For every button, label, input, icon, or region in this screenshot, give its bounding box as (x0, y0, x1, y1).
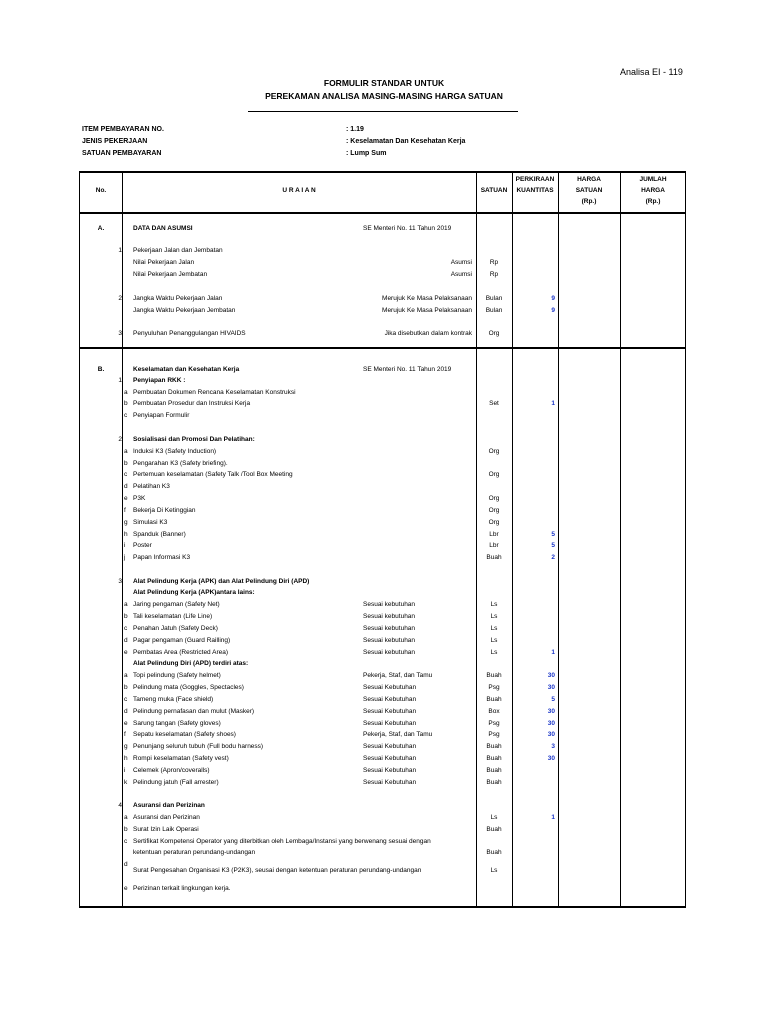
row-index: 2 (118, 295, 122, 302)
row-description: Sertifikat Kompetensi Operator yang diterbitkan oleh Lembaga/Instansi yang berwenang sesuai dengan (133, 838, 431, 845)
row-unit: Buah (486, 696, 502, 703)
row-unit: Buah (486, 743, 502, 750)
row-unit: Buah (486, 849, 502, 856)
row-description: Penyiapan Formulir (133, 412, 190, 419)
row-quantity: 9 (551, 295, 555, 302)
row-description: Pelindung pernafasan dan mulut (Masker) (133, 708, 255, 715)
row-note: Jika disebutkan dalam kontrak (384, 330, 472, 337)
job-type-value: : Keselamatan Dan Kesehatan Kerja (346, 138, 466, 145)
row-description: Sepatu keselamatan (Safety shoes) (133, 731, 236, 738)
row-index: d (124, 483, 128, 490)
row-description: Simulasi K3 (133, 519, 168, 526)
row-unit: Buah (486, 826, 502, 833)
row-note: Merujuk Ke Masa Pelaksanaan (382, 295, 472, 302)
row-index: h (124, 531, 128, 538)
form-subtitle: PEREKAMAN ANALISA MASING-MASING HARGA SATUAN (265, 91, 503, 101)
row-unit: Buah (486, 672, 502, 679)
row-description: Sarung tangan (Safety gloves) (133, 720, 221, 727)
row-index: a (124, 672, 128, 679)
row-unit: Ls (490, 814, 498, 821)
row-index: c (124, 625, 128, 632)
row-note: Sesuai kebutuhan (363, 649, 416, 656)
row-index: f (124, 731, 126, 738)
col-harga-2: SATUAN (575, 187, 603, 194)
col-harga-1: HARGA (577, 176, 601, 183)
col-uraian: U R A I A N (282, 187, 316, 194)
payment-unit-value: : Lump Sum (346, 150, 387, 157)
row-description: Alat Pelindung Kerja (APK) dan Alat Pelindung Diri (APD) (133, 578, 310, 585)
row-quantity: 30 (547, 720, 555, 727)
row-note: Sesuai kebutuhan (363, 613, 416, 620)
row-description: Pekerjaan Jalan dan Jembatan (133, 247, 223, 254)
row-index: a (124, 814, 128, 821)
header-divider (80, 212, 685, 214)
row-note: Asumsi (450, 271, 472, 278)
row-description: Penyiapan RKK : (133, 377, 186, 384)
row-description: Pertemuan keselamatan (Safety Talk /Tool Box Meeting (133, 471, 293, 478)
row-index: d (124, 637, 128, 644)
row-index: b (124, 684, 128, 691)
row-unit: Ls (490, 613, 498, 620)
row-description: Pelindung mata (Goggles, Spectacles) (133, 684, 244, 691)
row-note: Sesuai Kebutuhan (363, 767, 417, 774)
row-unit: Psg (488, 731, 500, 738)
row-unit: Buah (486, 554, 502, 561)
row-description: P3K (133, 495, 146, 502)
row-description: Pengarahan K3 (Safety briefing). (133, 460, 228, 467)
row-description: Pagar pengaman (Guard Railling) (133, 637, 231, 644)
row-quantity: 1 (551, 400, 555, 407)
row-quantity: 30 (547, 708, 555, 715)
row-description: Sosialisasi dan Promosi Dan Pelatihan: (133, 436, 255, 443)
row-note: Asumsi (450, 259, 472, 266)
row-description: Tali keselamatan (Life Line) (133, 613, 213, 620)
row-description: Topi pelindung (Safety helmet) (133, 672, 221, 679)
row-index: a (124, 601, 128, 608)
row-description: Spanduk (Banner) (133, 531, 186, 538)
row-unit: Org (488, 495, 500, 502)
row-index: 3 (118, 330, 122, 337)
row-description: Surat Pengesahan Organisasi K3 (P2K3), seusai dengan ketentuan peraturan perundang-undangan (133, 867, 422, 874)
row-index: e (124, 495, 128, 502)
row-note: Sesuai Kebutuhan (363, 720, 417, 727)
row-note: Sesuai Kebutuhan (363, 743, 417, 750)
row-unit: Ls (490, 867, 498, 874)
analysis-table (79, 171, 686, 908)
col-harga-3: (Rp.) (581, 198, 597, 205)
row-section-no: A. (97, 225, 105, 232)
row-quantity: 30 (547, 672, 555, 679)
payment-unit-label: SATUAN PEMBAYARAN (82, 150, 162, 157)
row-index: e (124, 649, 128, 656)
row-note: Sesuai kebutuhan (363, 625, 416, 632)
row-index: e (124, 720, 128, 727)
row-index: 2 (118, 436, 122, 443)
row-description: Jangka Waktu Pekerjaan Jalan (133, 295, 223, 302)
row-index: 4 (118, 802, 122, 809)
col-kuantitas-1: PERKIRAAN (515, 176, 555, 183)
row-quantity: 5 (551, 696, 555, 703)
col-kuantitas-2: KUANTITAS (516, 187, 554, 194)
row-note: SE Menteri No. 11 Tahun 2019 (363, 366, 452, 373)
row-description: Jaring pengaman (Safety Net) (133, 601, 220, 608)
row-unit: Org (488, 507, 500, 514)
row-quantity: 30 (547, 755, 555, 762)
row-index: b (124, 613, 128, 620)
col-divider (122, 173, 123, 906)
row-description: Rompi keselamatan (Safety vest) (133, 755, 229, 762)
row-quantity: 30 (547, 684, 555, 691)
row-index: i (124, 767, 126, 774)
row-unit: Org (488, 330, 500, 337)
row-description: Tameng muka (Face shield) (133, 696, 214, 703)
row-description: Asuransi dan Perizinan (133, 802, 205, 809)
row-index: j (124, 554, 126, 561)
row-unit: Buah (486, 755, 502, 762)
row-description: Penahan Jatuh (Safety Deck) (133, 625, 218, 632)
row-description: Induksi K3 (Safety Induction) (133, 448, 217, 455)
row-unit: Ls (490, 637, 498, 644)
row-index: 1 (118, 247, 122, 254)
row-description: Pembatas Area (Restricted Area) (133, 649, 229, 656)
row-index: b (124, 400, 128, 407)
row-quantity: 2 (551, 554, 555, 561)
row-unit: Org (488, 448, 500, 455)
row-note: Sesuai kebutuhan (363, 601, 416, 608)
row-unit: Lbr (489, 531, 499, 538)
row-unit: Rp (489, 271, 499, 278)
row-index: e (124, 885, 128, 892)
row-index: c (124, 412, 128, 419)
row-index: b (124, 460, 128, 467)
row-note: Merujuk Ke Masa Pelaksanaan (382, 307, 472, 314)
row-unit: Buah (486, 779, 502, 786)
col-jumlah-1: JUMLAH (639, 176, 667, 183)
row-quantity: 5 (551, 531, 555, 538)
row-quantity: 1 (551, 649, 555, 656)
row-unit: Box (488, 708, 500, 715)
col-jumlah-3: (Rp.) (645, 198, 661, 205)
row-description: Alat Pelindung Diri (APD) terdiri atas: (133, 660, 249, 667)
row-description: ketentuan peraturan perundang-undangan (133, 849, 256, 856)
row-description: Keselamatan dan Kesehatan Kerja (133, 366, 240, 373)
row-index: f (124, 507, 126, 514)
row-description: Nilai Pekerjaan Jalan (133, 259, 195, 266)
row-note: Sesuai kebutuhan (363, 637, 416, 644)
row-unit: Ls (490, 649, 498, 656)
row-unit: Bulan (485, 295, 503, 302)
row-quantity: 3 (551, 743, 555, 750)
row-note: Sesuai Kebutuhan (363, 779, 417, 786)
section-divider (80, 347, 685, 349)
row-unit: Rp (489, 259, 499, 266)
row-unit: Set (489, 400, 499, 407)
row-quantity: 30 (547, 731, 555, 738)
row-description: Surat Izin Laik Operasi (133, 826, 199, 833)
row-note: Sesuai Kebutuhan (363, 755, 417, 762)
form-title: FORMULIR STANDAR UNTUK (323, 78, 445, 88)
row-description: Pelindung jatuh (Fall arrester) (133, 779, 219, 786)
row-index: d (124, 861, 128, 868)
row-description: Asuransi dan Perizinan (133, 814, 200, 821)
col-divider (512, 173, 513, 906)
item-no-value: : 1.19 (346, 126, 364, 133)
row-index: a (124, 448, 128, 455)
row-section-no: B. (97, 366, 105, 373)
row-unit: Org (488, 471, 500, 478)
row-note: Pekerja, Staf, dan Tamu (363, 731, 433, 738)
row-unit: Psg (488, 720, 500, 727)
row-index: k (124, 779, 128, 786)
col-divider (558, 173, 559, 906)
row-description: Pembuatan Prosedur dan Instruksi Kerja (133, 400, 251, 407)
row-description: Pembuatan Dokumen Rencana Keselamatan Konstruksi (133, 389, 296, 396)
row-description: Penunjang seluruh tubuh (Full bodu harness) (133, 743, 264, 750)
row-unit: Lbr (489, 542, 499, 549)
row-index: g (124, 519, 128, 526)
row-unit: Ls (490, 601, 498, 608)
row-quantity: 1 (551, 814, 555, 821)
row-note: SE Menteri No. 11 Tahun 2019 (363, 225, 452, 232)
row-unit: Ls (490, 625, 498, 632)
col-divider (476, 173, 477, 906)
col-divider (620, 173, 621, 906)
item-no-label: ITEM PEMBAYARAN NO. (82, 126, 164, 133)
row-unit: Psg (488, 684, 500, 691)
row-description: DATA DAN ASUMSI (133, 225, 193, 232)
row-index: d (124, 708, 128, 715)
row-unit: Buah (486, 767, 502, 774)
title-underline (248, 111, 518, 112)
row-unit: Bulan (485, 307, 503, 314)
row-quantity: 9 (551, 307, 555, 314)
row-description: Nilai Pekerjaan Jembatan (133, 271, 208, 278)
row-description: Poster (133, 542, 152, 549)
row-description: Penyuluhan Penanggulangan HIVAIDS (133, 330, 246, 337)
row-description: Celemek (Apron/coveralls) (133, 767, 210, 774)
row-description: Jangka Waktu Pekerjaan Jembatan (133, 307, 236, 314)
row-index: h (124, 755, 128, 762)
row-index: 3 (118, 578, 122, 585)
col-satuan: SATUAN (480, 187, 508, 194)
row-unit: Org (488, 519, 500, 526)
row-index: i (124, 542, 126, 549)
row-description: Bekerja Di Ketinggian (133, 507, 196, 514)
row-description: Perizinan terkait lingkungan kerja. (133, 885, 231, 892)
row-note: Sesuai Kebutuhan (363, 708, 417, 715)
row-note: Pekerja, Staf, dan Tamu (363, 672, 433, 679)
row-index: c (124, 696, 128, 703)
row-index: g (124, 743, 128, 750)
row-index: c (124, 838, 128, 845)
analysis-reference: Analisa EI - 119 (620, 67, 683, 77)
row-description: Pelatihan K3 (133, 483, 170, 490)
row-description: Alat Pelindung Kerja (APK)antara lains: (133, 589, 255, 596)
col-jumlah-2: HARGA (641, 187, 665, 194)
row-index: c (124, 471, 128, 478)
row-note: Sesuai Kebutuhan (363, 696, 417, 703)
job-type-label: JENIS PEKERJAAN (82, 138, 148, 145)
row-index: b (124, 826, 128, 833)
row-quantity: 5 (551, 542, 555, 549)
row-index: 1 (118, 377, 122, 384)
row-index: a (124, 389, 128, 396)
row-note: Sesuai Kebutuhan (363, 684, 417, 691)
row-description: Papan Informasi K3 (133, 554, 191, 561)
col-no: No. (95, 187, 107, 194)
